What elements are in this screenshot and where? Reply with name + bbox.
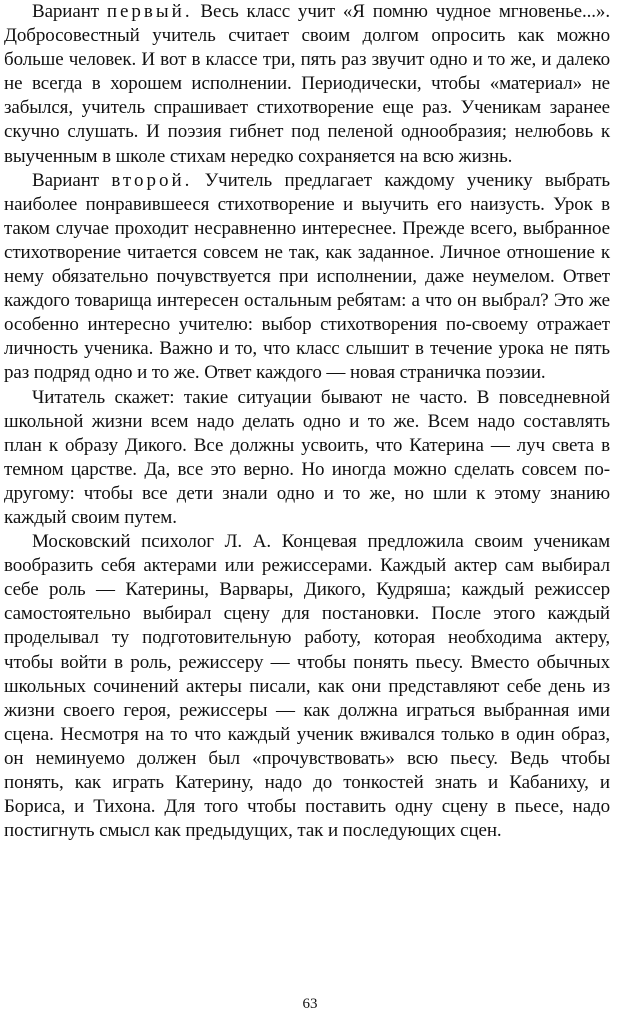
paragraph-text: Учитель предлагает каждому ученику выбрать наиболее понравившееся стихотворение и выучить его наизусть. Урок в таком случае проходит несравненно интереснее. Прежде всего, выбранное стихотворение читается совсем не так, как заданное. Личное отношение к нему обязательно почувствуется при исполнении, даже неумелом. Ответ каждого товарища интересен остальным ребятам: а что он выбрал? Это же особенно интересно учителю: выбор стихотворения по-своему отражает личность ученика. Важно и то, что класс слышит в течение урока не пять раз подряд одно и то же. Ответ каждого — новая страничка поэзии. (4, 169, 610, 384)
body-text (4, 0, 610, 843)
paragraph-text: Московский психолог Л. А. Концевая предложила своим ученикам вообразить себя актерами или режиссерами. Каждый актер сам выбирал себе роль — Катерины, Варвары, Дикого, Кудряша; каждый режиссер самостоятельно выбирал сцену для постановки. После этого каждый проделывал ту подготовительную работу, которая необходима актеру, чтобы войти в роль, режиссеру — чтобы понять пьесу. Вместо обычных школьных сочинений актеры писали, как они представляют себе день из жизни своего героя, режиссеры — как должна играться выбранная ими сцена. Несмотря на то что каждый ученик вживался только в один образ, он неминуемо должен был «прочувствовать» всю пьесу. Ведь чтобы понять, как играть Катерину, надо до тонкостей знать и Кабаниху, и Бориса, и Тихона. Для того чтобы поставить одну сцену в пьесе, надо постигнуть смысл как предыдущих, так и последующих сцен. (4, 531, 610, 842)
paragraph-psychologist (4, 530, 610, 843)
paragraph-reader (4, 386, 610, 531)
spaced-emphasis: первый. (106, 1, 193, 22)
paragraph-text: Читатель скажет: такие ситуации бывают не часто. В повседневной школьной жизни всем надо делать одно и то же. Всем надо составлять план к образу Дикого. Все должны усвоить, что Катерина — луч света в темном царстве. Да, все это верно. Но иногда можно сделать совсем по-другому: чтобы все дети знали одно и то же, но шли к этому знанию каждый своим путем. (4, 386, 610, 528)
paragraph-variant-one (4, 0, 610, 169)
paragraph-variant-two (4, 169, 610, 386)
paragraph-lead: Вариант (32, 169, 112, 191)
paragraph-text: Весь класс учит «Я помню чудное мгновенье...». Добросовестный учитель считает своим долгом опросить как можно больше человек. И вот в классе три, пять раз звучит одно и то же, и далеко не всегда в хорошем исполнении. Периодически, чтобы «материал» не забылся, учитель спрашивает стихотворение еще раз. Ученикам заранее скучно слушать. И поэзия гибнет под пеленой однообразия; нелюбовь к выученным в школе стихам нередко сохраняется на всю жизнь. (4, 1, 610, 167)
paragraph-lead: Вариант (32, 1, 107, 22)
page-number: 63 (302, 996, 318, 1012)
spaced-emphasis: второй. (111, 169, 193, 191)
